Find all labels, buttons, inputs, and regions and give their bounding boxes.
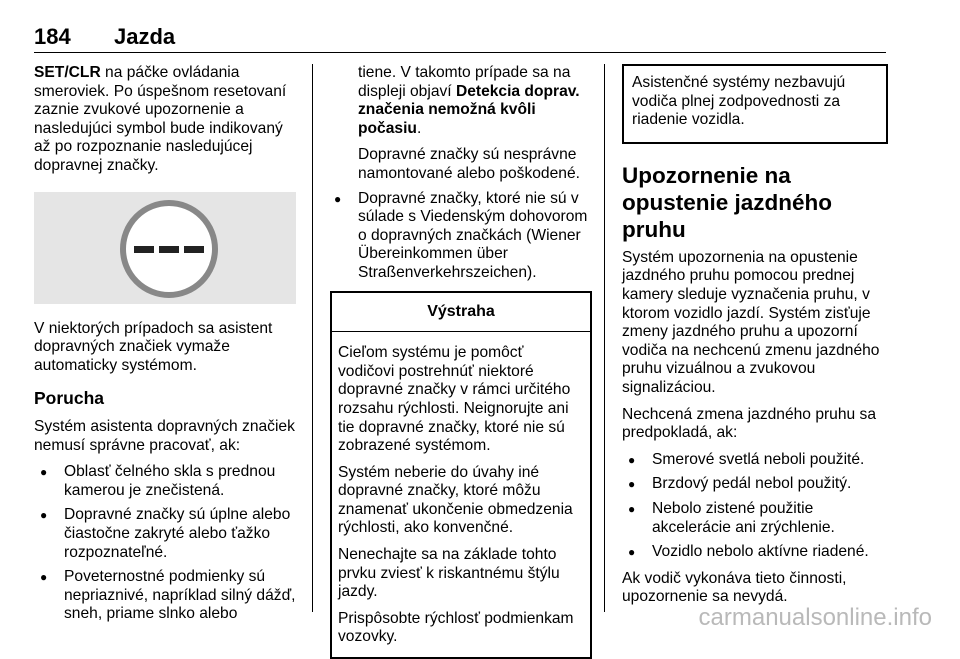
list-item: ● Dopravné značky sú úplne alebo čiastočne zakryté alebo ťažko rozpoznateľné. [34, 506, 300, 562]
warning-paragraph: Nenechajte sa na základe tohto prvku zviesť k riskantnému štýlu jazdy. [338, 546, 560, 601]
notice-text: Asistenčné systémy nezbavujú vodiča plnej zodpovednosti za riadenie vozidla. [632, 74, 846, 129]
list-item: ● Brzdový pedál nebol použitý. [622, 475, 888, 494]
column-2 [330, 64, 592, 659]
list-item: Dopravné značky sú nesprávne namontované alebo poškodené. [358, 146, 580, 182]
list-item: ● Dopravné značky, ktoré nie sú v súlade s Viedenským dohovorom o dopravných značkách (Wiener Übereinkommen über Straßenverkehrszeichen). [330, 190, 592, 283]
column-divider-1 [312, 64, 313, 612]
warning-title: Výstraha [332, 293, 590, 333]
list-item: ● Poveternostné podmienky sú nepriaznivé, napríklad silný dážď, sneh, priame slnko alebo [34, 568, 300, 624]
list-item: ● Smerové svetlá neboli použité. [622, 451, 888, 470]
end-restriction-sign-icon [120, 200, 218, 298]
lane-change-condition: Nechcená zmena jazdného pruhu sa predpokladá, ak: [622, 405, 876, 442]
warning-paragraph: Prispôsobte rýchlosť podmienkam vozovky. [338, 609, 574, 646]
fault-list-2 [330, 146, 592, 282]
page-title: Jazda [114, 24, 176, 49]
warning-body [332, 332, 590, 657]
page-number: 184 [34, 24, 71, 49]
fault-list [34, 463, 300, 624]
header-divider [34, 52, 886, 53]
auto-clear-paragraph: V niektorých prípadoch sa asistent dopravných značiek vymaže automaticky systémom. [34, 319, 273, 374]
column-divider-2 [604, 64, 605, 612]
notice-box [622, 64, 888, 144]
page-header [34, 24, 886, 52]
intro-paragraph [34, 64, 300, 176]
display-message: Detekcia doprav. značenia nemožná kvôli počasiu [358, 82, 580, 137]
list-item: ● Oblasť čelného skla s prednou kamerou je znečistená. [34, 463, 300, 500]
lane-departure-paragraph: Systém upozornenia na opustenie jazdného pruhu pomocou prednej kamery sleduje vyznačenia pruhu, v ktorom vozidlo jazdí. Systém zisťuje zmeny jazdného pruhu a upozorní vodiča na nechcenú zmenu jazdného pruhu vizuálnou a zvukovou signalizáciou. [622, 248, 880, 396]
fault-heading: Porucha [34, 388, 105, 409]
column-3 [622, 64, 888, 615]
set-clr-label: SET/CLR [34, 64, 101, 81]
warning-box [330, 291, 592, 659]
lane-departure-heading: Upozornenie na opustenie jazdného pruhu [622, 162, 833, 242]
fault-intro: Systém asistenta dopravných značiek nemusí správne pracovať, ak: [34, 417, 295, 454]
warning-paragraph: Cieľom systému je pomôcť vodičovi postrehnúť niektoré dopravné značky v rámci určitého rozsahu rýchlosti. Neignorujte ani tie dopravné značky, ktoré nie sú zobrazené systémom. [338, 344, 571, 455]
lane-change-list [622, 451, 888, 562]
list-item: ● Vozidlo nebolo aktívne riadené. [622, 543, 888, 562]
warning-paragraph: Systém neberie do úvahy iné dopravné značky, ktoré môžu znamenať ukončenie obmedzenia rýchlosti, ako konvenčné. [338, 463, 573, 537]
list-item-continued: tiene. V takomto prípade sa na displeji objaví Detekcia doprav. značenia nemožná kvôli počasiu. [358, 64, 580, 137]
no-warning-paragraph: Ak vodič vykonáva tieto činnosti, upozornenie sa nevydá. [622, 569, 847, 606]
cancelled-sign-image [34, 192, 296, 304]
fault-list-continued [330, 64, 592, 138]
list-item: ● Nebolo zistené použitie akcelerácie ani zrýchlenie. [622, 500, 888, 537]
intro-text: na páčke ovládania smeroviek. Po úspešnom resetovaní zaznie zvukové upozornenie a nasledujúci symbol bude indikovaný až po rozpoznanie nasledujúcej dopravnej značky. [34, 64, 287, 174]
column-1 [34, 64, 300, 632]
watermark: carmanualsonline.info [698, 604, 932, 631]
